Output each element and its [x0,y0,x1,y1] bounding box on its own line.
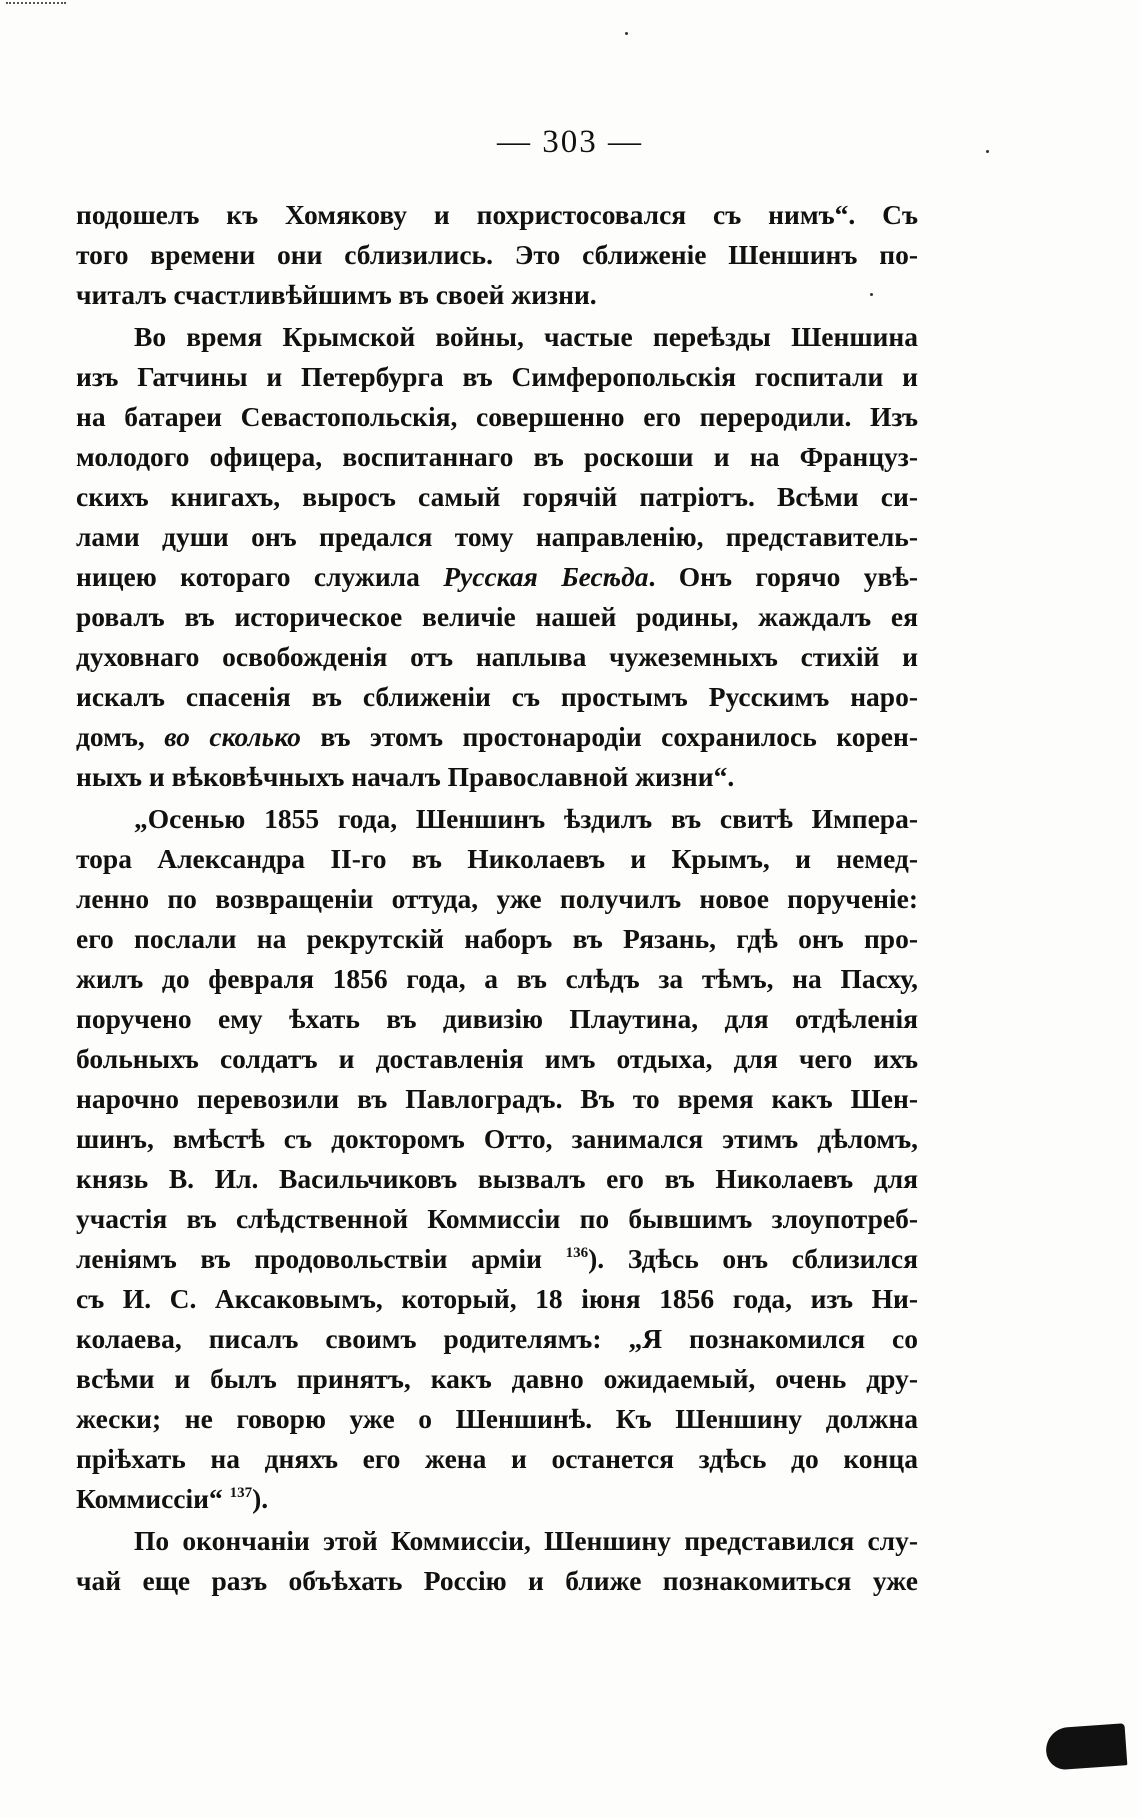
text-line: жилъ до февраля 1856 года, а въ слѣдъ за тѣмъ, на Пасху, [76,963,918,994]
text-line: скихъ книгахъ, выросъ самый горячій патріотъ. Всѣми си- [76,481,918,512]
text-line: чай еще разъ объѣхать Россію и ближе познакомиться уже [76,1565,918,1596]
body-text [76,195,918,1601]
text-run: ). Здѣсь онъ сблизился [588,1243,918,1274]
italic-title: во сколько [164,721,301,752]
text-line: участія въ слѣдственной Коммиссіи по бывшимъ злоупотреб- [76,1203,918,1234]
text-line: ровалъ въ историческое величіе нашей родины, жаждалъ ея [76,601,918,632]
text-line: князь В. Ил. Васильчиковъ вызвалъ его въ Николаевъ для [76,1163,918,1194]
text-run: . Онъ горячо увѣ- [648,561,918,592]
text-line: всѣми и былъ принятъ, какъ давно ожидаемый, очень дру- [76,1363,918,1394]
text-line: тора Александра II-го въ Николаевъ и Крымъ, и немед- [76,843,918,874]
text-line: изъ Гатчины и Петербурга въ Симферопольскія госпитали и [76,361,918,392]
page-number: — 303 — [497,124,643,160]
text-line: жески; не говорю уже о Шеншинѣ. Къ Шеншину должна [76,1403,918,1434]
text-line [76,1479,918,1519]
text-line: больныхъ солдатъ и доставленія имъ отдыха, для чего ихъ [76,1043,918,1074]
text-line [76,557,918,597]
text-line: искалъ спасенія въ сближеніи съ простымъ Русскимъ наро- [76,681,918,712]
corner-ink-blot [1045,1723,1128,1770]
text-line [76,717,918,757]
text-line: колаева, писалъ своимъ родителямъ: „Я познакомился со [76,1323,918,1354]
corner-pencil-mark [6,2,66,12]
text-line: пріѣхать на дняхъ его жена и останется здѣсь до конца [76,1443,918,1474]
text-line: съ И. С. Аксаковымъ, который, 18 іюня 1856 года, изъ Ни- [76,1283,918,1314]
text-run: ницею котораго служила [76,561,444,592]
text-line: Во время Крымской войны, частые переѣзды Шеншина [134,321,918,352]
text-line: подошелъ къ Хомякову и похристосовался съ нимъ“. Съ [76,199,918,230]
text-run: Коммиссіи“ [76,1483,230,1514]
paper-speck [625,32,628,35]
text-line: молодого офицера, воспитаннаго въ роскоши и на Француз- [76,441,918,472]
text-line: „Осенью 1855 года, Шеншинъ ѣздилъ въ свитѣ Импера- [134,803,918,834]
text-line: поручено ему ѣхать въ дивизію Плаутина, для отдѣленія [76,1003,918,1034]
text-line: ныхъ и вѣковѣчныхъ началъ Православной жизни“. [76,761,735,792]
italic-title: Русская Бесѣда [443,561,649,592]
text-line: его послали на рекрутскій наборъ въ Рязань, гдѣ онъ про- [76,923,918,954]
text-line: шинъ, вмѣстѣ съ докторомъ Отто, занимался этимъ дѣломъ, [76,1123,918,1154]
text-line: нарочно перевозили въ Павлоградъ. Въ то время какъ Шен- [76,1083,918,1114]
footnote-ref: 136 [565,1245,589,1261]
text-line: ленно по возвращеніи оттуда, уже получилъ новое порученіе: [76,883,918,914]
text-line: лами души онъ предался тому направленію, представитель- [76,521,918,552]
text-line: того времени они сблизились. Это сближеніе Шеншинъ по- [76,239,918,270]
text-line: По окончаніи этой Коммиссіи, Шеншину представился слу- [134,1525,918,1556]
text-line: читалъ счастливѣйшимъ въ своей жизни. [76,279,597,310]
text-run: ). [252,1483,269,1514]
text-line: духовнаго освобожденія отъ наплыва чужеземныхъ стихій и [76,641,918,672]
text-line: на батареи Севастопольскія, совершенно его переродили. Изъ [76,401,918,432]
text-run: домъ, [76,721,165,752]
text-line [76,1239,918,1279]
text-run: въ этомъ простонародіи сохранилось корен- [300,721,918,752]
footnote-ref: 137 [229,1485,253,1501]
text-run: леніямъ въ продовольствіи арміи [76,1243,566,1274]
